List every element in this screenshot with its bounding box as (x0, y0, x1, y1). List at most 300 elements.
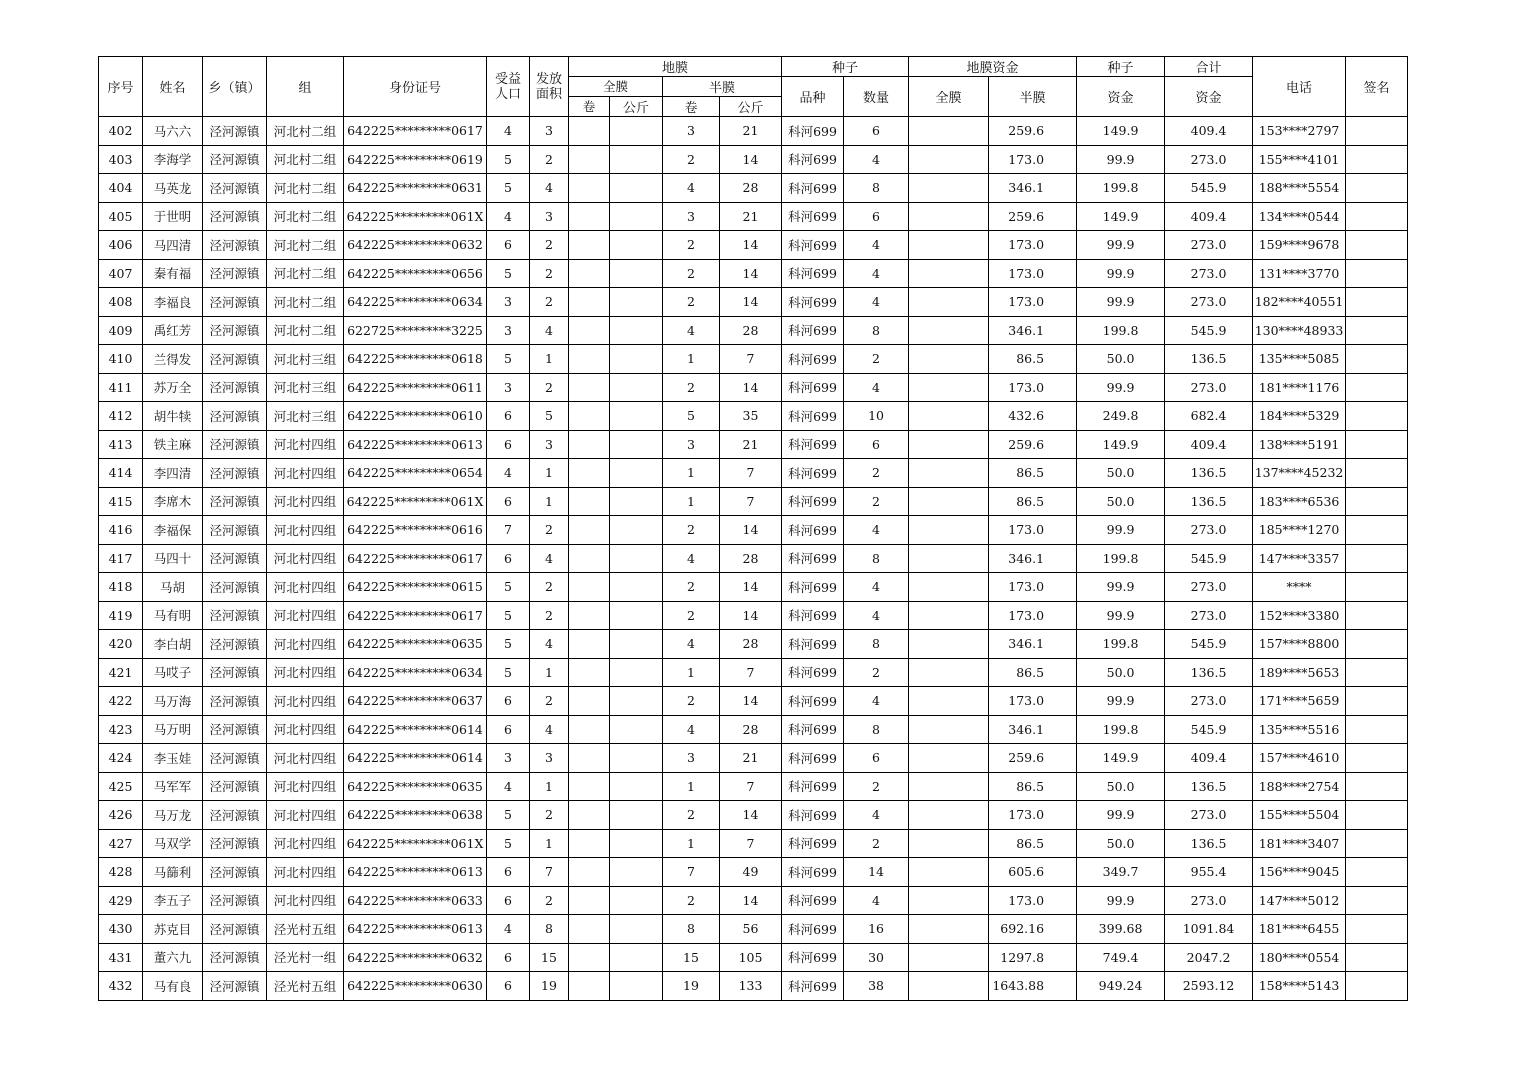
cell-total: 273.0 (1165, 231, 1253, 260)
cell-total: 273.0 (1165, 259, 1253, 288)
cell-fund-full (909, 373, 989, 402)
cell-name: 马双学 (143, 829, 203, 858)
cell-sign (1346, 687, 1408, 716)
table-row (99, 601, 1408, 630)
cell-fund-full (909, 744, 989, 773)
cell-fund-full (909, 345, 989, 374)
cell-fund-full (909, 231, 989, 260)
cell-variety: 科河699 (782, 829, 844, 858)
cell-area: 15 (530, 943, 569, 972)
cell-sign (1346, 601, 1408, 630)
cell-qty: 4 (844, 288, 909, 317)
cell-fund-full (909, 430, 989, 459)
cell-group: 河北村三组 (267, 345, 344, 374)
cell-half-kg: 14 (720, 373, 782, 402)
cell-people: 6 (487, 972, 530, 1001)
cell-half-roll: 2 (663, 259, 720, 288)
cell-phone: 182****40551 (1253, 288, 1346, 317)
cell-name: 李四清 (143, 459, 203, 488)
cell-full-kg (610, 544, 663, 573)
cell-area: 3 (530, 117, 569, 146)
cell-group: 河北村二组 (267, 259, 344, 288)
cell-seed-fund: 50.0 (1077, 772, 1165, 801)
cell-id: 642225*********0630 (344, 972, 487, 1001)
cell-name: 李五子 (143, 886, 203, 915)
cell-area: 3 (530, 430, 569, 459)
cell-total: 545.9 (1165, 174, 1253, 203)
cell-fund-half: 259.6 (989, 430, 1077, 459)
cell-people: 4 (487, 202, 530, 231)
cell-town: 泾河源镇 (203, 943, 267, 972)
cell-seq: 407 (99, 259, 143, 288)
cell-full-roll (569, 373, 610, 402)
cell-group: 河北村四组 (267, 772, 344, 801)
cell-group: 河北村四组 (267, 516, 344, 545)
cell-variety: 科河699 (782, 117, 844, 146)
table-row (99, 259, 1408, 288)
cell-seed-fund: 99.9 (1077, 886, 1165, 915)
cell-seed-fund: 749.4 (1077, 943, 1165, 972)
cell-qty: 6 (844, 430, 909, 459)
cell-area: 2 (530, 601, 569, 630)
cell-sign (1346, 202, 1408, 231)
cell-id: 642225*********061X (344, 202, 487, 231)
cell-area: 1 (530, 459, 569, 488)
cell-id: 642225*********0638 (344, 801, 487, 830)
cell-phone: 155****5504 (1253, 801, 1346, 830)
cell-half-kg: 133 (720, 972, 782, 1001)
cell-fund-half: 605.6 (989, 858, 1077, 887)
cell-sign (1346, 715, 1408, 744)
cell-phone: 130****48933 (1253, 316, 1346, 345)
table-row (99, 373, 1408, 402)
cell-name: 马有良 (143, 972, 203, 1001)
cell-variety: 科河699 (782, 174, 844, 203)
cell-area: 4 (530, 715, 569, 744)
cell-seed-fund: 50.0 (1077, 459, 1165, 488)
cell-area: 2 (530, 231, 569, 260)
cell-fund-full (909, 687, 989, 716)
cell-seq: 420 (99, 630, 143, 659)
cell-sign (1346, 117, 1408, 146)
header-film-fund: 地膜资金 (909, 57, 1077, 77)
cell-name: 马四十 (143, 544, 203, 573)
cell-sign (1346, 886, 1408, 915)
cell-full-kg (610, 943, 663, 972)
table-body (99, 117, 1408, 1001)
cell-fund-half: 86.5 (989, 345, 1077, 374)
cell-sign (1346, 544, 1408, 573)
cell-half-roll: 19 (663, 972, 720, 1001)
cell-group: 河北村四组 (267, 601, 344, 630)
cell-name: 马六六 (143, 117, 203, 146)
cell-full-kg (610, 715, 663, 744)
cell-fund-full (909, 516, 989, 545)
cell-total: 545.9 (1165, 715, 1253, 744)
cell-half-kg: 28 (720, 544, 782, 573)
cell-id: 642225*********0610 (344, 402, 487, 431)
cell-town: 泾河源镇 (203, 316, 267, 345)
cell-total: 273.0 (1165, 573, 1253, 602)
cell-half-kg: 28 (720, 316, 782, 345)
table-row (99, 487, 1408, 516)
cell-fund-full (909, 202, 989, 231)
cell-town: 泾河源镇 (203, 516, 267, 545)
cell-area: 2 (530, 259, 569, 288)
cell-seed-fund: 99.9 (1077, 259, 1165, 288)
cell-sign (1346, 145, 1408, 174)
cell-group: 河北村二组 (267, 231, 344, 260)
cell-seq: 412 (99, 402, 143, 431)
cell-sign (1346, 744, 1408, 773)
cell-group: 河北村四组 (267, 715, 344, 744)
header-full-film: 全膜 (569, 77, 663, 97)
cell-name: 苏克目 (143, 915, 203, 944)
cell-area: 2 (530, 145, 569, 174)
cell-town: 泾河源镇 (203, 544, 267, 573)
cell-people: 3 (487, 288, 530, 317)
cell-half-kg: 14 (720, 288, 782, 317)
cell-qty: 4 (844, 516, 909, 545)
cell-fund-half: 86.5 (989, 772, 1077, 801)
cell-half-roll: 2 (663, 573, 720, 602)
cell-fund-full (909, 943, 989, 972)
cell-seed-fund: 349.7 (1077, 858, 1165, 887)
cell-full-kg (610, 630, 663, 659)
header-sign: 签名 (1346, 57, 1408, 117)
cell-variety: 科河699 (782, 715, 844, 744)
cell-phone: 185****1270 (1253, 516, 1346, 545)
cell-full-kg (610, 516, 663, 545)
header-town: 乡（镇） (203, 57, 267, 117)
cell-full-kg (610, 373, 663, 402)
cell-town: 泾河源镇 (203, 402, 267, 431)
cell-variety: 科河699 (782, 915, 844, 944)
cell-half-roll: 3 (663, 430, 720, 459)
cell-id: 642225*********0632 (344, 943, 487, 972)
cell-name: 马哎子 (143, 658, 203, 687)
cell-half-kg: 14 (720, 886, 782, 915)
cell-people: 4 (487, 459, 530, 488)
cell-area: 7 (530, 858, 569, 887)
cell-town: 泾河源镇 (203, 829, 267, 858)
cell-half-kg: 28 (720, 630, 782, 659)
cell-full-kg (610, 687, 663, 716)
cell-qty: 38 (844, 972, 909, 1001)
cell-area: 2 (530, 516, 569, 545)
cell-qty: 4 (844, 145, 909, 174)
cell-id: 642225*********0613 (344, 858, 487, 887)
cell-variety: 科河699 (782, 459, 844, 488)
cell-variety: 科河699 (782, 658, 844, 687)
cell-half-kg: 105 (720, 943, 782, 972)
cell-full-kg (610, 202, 663, 231)
cell-group: 河北村二组 (267, 117, 344, 146)
cell-people: 5 (487, 630, 530, 659)
cell-phone: 159****9678 (1253, 231, 1346, 260)
cell-seq: 413 (99, 430, 143, 459)
cell-fund-half: 173.0 (989, 573, 1077, 602)
cell-seq: 415 (99, 487, 143, 516)
cell-seq: 418 (99, 573, 143, 602)
cell-seq: 408 (99, 288, 143, 317)
cell-group: 河北村四组 (267, 573, 344, 602)
cell-sign (1346, 402, 1408, 431)
cell-sign (1346, 288, 1408, 317)
cell-id: 642225*********0613 (344, 430, 487, 459)
cell-half-roll: 3 (663, 744, 720, 773)
cell-name: 李福保 (143, 516, 203, 545)
cell-sign (1346, 801, 1408, 830)
cell-group: 河北村四组 (267, 858, 344, 887)
cell-area: 2 (530, 288, 569, 317)
cell-fund-full (909, 801, 989, 830)
cell-full-kg (610, 145, 663, 174)
cell-seq: 414 (99, 459, 143, 488)
cell-full-roll (569, 202, 610, 231)
cell-group: 河北村四组 (267, 744, 344, 773)
cell-full-roll (569, 487, 610, 516)
cell-total: 409.4 (1165, 202, 1253, 231)
cell-half-roll: 4 (663, 630, 720, 659)
cell-id: 642225*********0613 (344, 915, 487, 944)
cell-total: 2593.12 (1165, 972, 1253, 1001)
cell-people: 5 (487, 573, 530, 602)
cell-seed-fund: 99.9 (1077, 516, 1165, 545)
cell-id: 642225*********061X (344, 829, 487, 858)
cell-qty: 2 (844, 459, 909, 488)
cell-id: 622725*********3225 (344, 316, 487, 345)
cell-phone: 184****5329 (1253, 402, 1346, 431)
table-row (99, 202, 1408, 231)
cell-phone: 158****5143 (1253, 972, 1346, 1001)
cell-variety: 科河699 (782, 744, 844, 773)
cell-total: 273.0 (1165, 373, 1253, 402)
cell-people: 4 (487, 772, 530, 801)
cell-variety: 科河699 (782, 630, 844, 659)
cell-half-kg: 7 (720, 658, 782, 687)
cell-seed-fund: 99.9 (1077, 687, 1165, 716)
cell-fund-half: 86.5 (989, 459, 1077, 488)
cell-variety: 科河699 (782, 516, 844, 545)
cell-seq: 421 (99, 658, 143, 687)
cell-area: 4 (530, 174, 569, 203)
cell-people: 6 (487, 886, 530, 915)
cell-fund-full (909, 402, 989, 431)
cell-half-kg: 7 (720, 459, 782, 488)
cell-seed-fund: 199.8 (1077, 715, 1165, 744)
cell-id: 642225*********0611 (344, 373, 487, 402)
cell-half-roll: 4 (663, 544, 720, 573)
header-id: 身份证号 (344, 57, 487, 117)
header-half-roll: 卷 (663, 97, 720, 117)
cell-total: 273.0 (1165, 687, 1253, 716)
cell-name: 李福良 (143, 288, 203, 317)
cell-fund-half: 173.0 (989, 231, 1077, 260)
cell-fund-half: 173.0 (989, 886, 1077, 915)
cell-id: 642225*********0614 (344, 715, 487, 744)
cell-fund-full (909, 573, 989, 602)
cell-town: 泾河源镇 (203, 687, 267, 716)
cell-qty: 2 (844, 772, 909, 801)
cell-half-roll: 1 (663, 345, 720, 374)
cell-area: 1 (530, 658, 569, 687)
cell-name: 铁主麻 (143, 430, 203, 459)
cell-fund-full (909, 858, 989, 887)
cell-seq: 405 (99, 202, 143, 231)
cell-id: 642225*********0618 (344, 345, 487, 374)
cell-fund-half: 432.6 (989, 402, 1077, 431)
cell-fund-half: 173.0 (989, 601, 1077, 630)
cell-fund-half: 173.0 (989, 687, 1077, 716)
cell-qty: 2 (844, 487, 909, 516)
cell-group: 河北村二组 (267, 288, 344, 317)
cell-full-roll (569, 858, 610, 887)
cell-full-kg (610, 345, 663, 374)
cell-group: 河北村四组 (267, 801, 344, 830)
cell-total: 273.0 (1165, 145, 1253, 174)
cell-half-roll: 8 (663, 915, 720, 944)
cell-total: 409.4 (1165, 744, 1253, 773)
cell-id: 642225*********0619 (344, 145, 487, 174)
cell-variety: 科河699 (782, 231, 844, 260)
cell-half-kg: 35 (720, 402, 782, 431)
cell-name: 马胡 (143, 573, 203, 602)
cell-name: 胡牛犊 (143, 402, 203, 431)
cell-variety: 科河699 (782, 601, 844, 630)
cell-full-roll (569, 829, 610, 858)
cell-fund-half: 173.0 (989, 516, 1077, 545)
cell-town: 泾河源镇 (203, 174, 267, 203)
cell-half-kg: 28 (720, 174, 782, 203)
cell-variety: 科河699 (782, 202, 844, 231)
cell-total: 136.5 (1165, 772, 1253, 801)
cell-qty: 8 (844, 174, 909, 203)
cell-town: 泾河源镇 (203, 459, 267, 488)
header-area: 发放面积 (530, 57, 569, 117)
cell-half-roll: 3 (663, 202, 720, 231)
cell-phone: 153****2797 (1253, 117, 1346, 146)
cell-seq: 429 (99, 886, 143, 915)
table-row (99, 231, 1408, 260)
cell-total: 545.9 (1165, 630, 1253, 659)
cell-phone: 147****3357 (1253, 544, 1346, 573)
cell-full-roll (569, 601, 610, 630)
cell-people: 3 (487, 373, 530, 402)
cell-town: 泾河源镇 (203, 202, 267, 231)
cell-full-kg (610, 402, 663, 431)
cell-full-kg (610, 801, 663, 830)
header-phone: 电话 (1253, 57, 1346, 117)
cell-town: 泾河源镇 (203, 345, 267, 374)
cell-fund-half: 173.0 (989, 145, 1077, 174)
cell-fund-half: 173.0 (989, 801, 1077, 830)
cell-id: 642225*********0615 (344, 573, 487, 602)
table-row (99, 516, 1408, 545)
header-total-fund: 资金 (1165, 77, 1253, 117)
cell-people: 6 (487, 402, 530, 431)
distribution-table (98, 56, 1408, 1001)
cell-full-kg (610, 288, 663, 317)
cell-name: 马有明 (143, 601, 203, 630)
table-row (99, 459, 1408, 488)
cell-area: 2 (530, 886, 569, 915)
cell-group: 河北村四组 (267, 459, 344, 488)
cell-fund-half: 86.5 (989, 829, 1077, 858)
cell-fund-half: 86.5 (989, 658, 1077, 687)
cell-name: 于世明 (143, 202, 203, 231)
cell-full-kg (610, 915, 663, 944)
cell-seq: 422 (99, 687, 143, 716)
cell-area: 1 (530, 487, 569, 516)
cell-id: 642225*********0633 (344, 886, 487, 915)
cell-town: 泾河源镇 (203, 288, 267, 317)
cell-fund-full (909, 772, 989, 801)
cell-seq: 402 (99, 117, 143, 146)
cell-total: 409.4 (1165, 430, 1253, 459)
cell-total: 136.5 (1165, 658, 1253, 687)
cell-phone: 183****6536 (1253, 487, 1346, 516)
header-qty: 数量 (844, 77, 909, 117)
cell-variety: 科河699 (782, 801, 844, 830)
cell-town: 泾河源镇 (203, 117, 267, 146)
cell-fund-full (909, 972, 989, 1001)
cell-full-roll (569, 345, 610, 374)
cell-half-kg: 14 (720, 259, 782, 288)
cell-people: 5 (487, 658, 530, 687)
cell-qty: 8 (844, 630, 909, 659)
header-half-kg: 公斤 (720, 97, 782, 117)
cell-phone: 188****5554 (1253, 174, 1346, 203)
cell-group: 河北村四组 (267, 886, 344, 915)
cell-qty: 4 (844, 801, 909, 830)
cell-people: 7 (487, 516, 530, 545)
cell-half-kg: 14 (720, 801, 782, 830)
cell-seed-fund: 399.68 (1077, 915, 1165, 944)
cell-seed-fund: 149.9 (1077, 744, 1165, 773)
cell-half-kg: 14 (720, 516, 782, 545)
cell-full-kg (610, 972, 663, 1001)
cell-sign (1346, 316, 1408, 345)
cell-name: 秦有福 (143, 259, 203, 288)
cell-full-kg (610, 259, 663, 288)
cell-qty: 8 (844, 544, 909, 573)
cell-fund-half: 346.1 (989, 630, 1077, 659)
cell-half-roll: 2 (663, 801, 720, 830)
header-name: 姓名 (143, 57, 203, 117)
cell-phone: 137****45232 (1253, 459, 1346, 488)
cell-qty: 16 (844, 915, 909, 944)
cell-town: 泾河源镇 (203, 972, 267, 1001)
cell-id: 642225*********0617 (344, 544, 487, 573)
cell-fund-half: 346.1 (989, 316, 1077, 345)
cell-half-kg: 21 (720, 744, 782, 773)
cell-total: 545.9 (1165, 316, 1253, 345)
header-group: 组 (267, 57, 344, 117)
cell-people: 5 (487, 345, 530, 374)
cell-fund-full (909, 117, 989, 146)
cell-variety: 科河699 (782, 430, 844, 459)
header-people: 受益人口 (487, 57, 530, 117)
cell-sign (1346, 430, 1408, 459)
cell-half-roll: 2 (663, 601, 720, 630)
cell-town: 泾河源镇 (203, 573, 267, 602)
cell-seed-fund: 149.9 (1077, 117, 1165, 146)
cell-fund-full (909, 601, 989, 630)
cell-people: 5 (487, 601, 530, 630)
cell-half-kg: 14 (720, 687, 782, 716)
cell-name: 李海学 (143, 145, 203, 174)
